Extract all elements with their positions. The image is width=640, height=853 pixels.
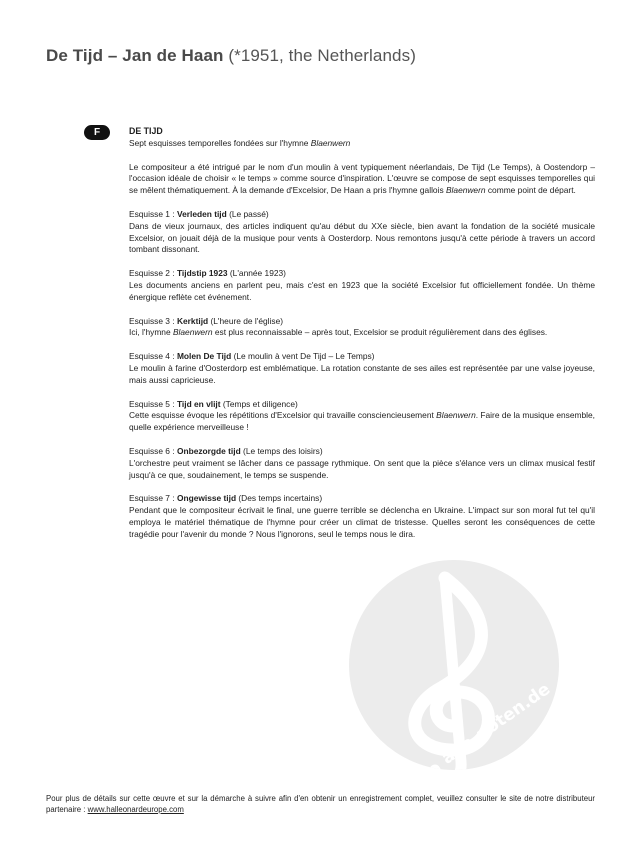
watermark-text: alle-noten.de	[438, 679, 555, 769]
main-content	[129, 126, 595, 541]
sketch-name: Onbezorgde tijd	[176, 445, 241, 456]
sketch-translation: (Le passé)	[226, 208, 269, 219]
sketch-name: Verleden tijd	[176, 208, 227, 219]
intro-paragraph	[129, 162, 595, 197]
sketch-name: Molen De Tijd	[176, 351, 232, 362]
intro-text-1: Le compositeur a été intrigué par le nom d'un moulin à vent typiquement néerlandais, De Tijd (Le Temps), à Oostendorp – l'occasion idéale de choisir « le temps » comme source d'inspiration. L'œuvre se compose de sept esquisses temporelles qui se mêlent thématiquement. À la demande d'Excelsior, De Haan a pris l'hymne gallois	[129, 161, 595, 196]
sketch-translation: (L'année 1923)	[227, 268, 286, 279]
sketch-description: Les documents anciens en parlent peu, mais c'est en 1923 que la société Excelsior fut officiellement fondée. Un thème énergique reflète cet événement.	[129, 279, 595, 302]
sketch-hymn-name: Blaenwern	[436, 410, 476, 421]
sketch-translation: (Le moulin à vent De Tijd – Le Temps)	[231, 351, 375, 362]
sketch-heading	[129, 493, 595, 505]
sketch-text-2: est plus reconnaissable – après tout, Excelsior se produit régulièrement dans des églises.	[212, 327, 548, 338]
footer-text: Pour plus de détails sur cette œuvre et sur la démarche à suivre afin d'en obtenir un enregistrement complet, veuillez consulter le site de notre distributeur partenaire :	[46, 794, 595, 814]
watermark	[349, 560, 559, 770]
sketch-3	[129, 316, 595, 340]
section-heading: DE TIJD	[129, 126, 163, 136]
sketch-text-2: . Faire de la musique ensemble, quelle expérience merveilleuse !	[129, 410, 595, 433]
sketch-4	[129, 351, 595, 386]
sketch-7	[129, 493, 595, 540]
sketch-name: Tijdstip 1923	[176, 268, 228, 279]
sketch-6	[129, 446, 595, 481]
page-title-main: De Tijd – Jan de Haan	[46, 46, 224, 65]
intro-hymn-name: Blaenwern	[445, 185, 486, 196]
sketch-5	[129, 399, 595, 434]
sketch-hymn-name: Blaenwern	[172, 327, 213, 338]
sketch-text-1: Cette esquisse évoque les répétitions d'Excelsior qui travaille consciencieusement	[129, 410, 437, 421]
sketch-label: Esquisse 1 :	[129, 208, 177, 219]
sketch-label: Esquisse 4 :	[129, 351, 177, 362]
section-badge: F	[84, 125, 110, 140]
sketch-description: L'orchestre peut vraiment se lâcher dans ce passage rythmique. On sent que la pièce s'élance vers un climax musical festif jusqu'à ce que, soudainement, le temps se suspende.	[129, 457, 595, 480]
sketch-description	[129, 410, 595, 434]
sketch-name: Ongewisse tijd	[176, 493, 237, 504]
sketch-heading	[129, 316, 595, 328]
sketch-description: Dans de vieux journaux, des articles indiquent qu'au début du XXe siècle, bien avant la fondation de la société musicale Excelsior, on jouait déjà de la musique pour vents à Oosterdorp. Nous remontons jusqu'à cette période à travers un accord tombant dissonant.	[129, 220, 595, 255]
sketch-heading	[129, 399, 595, 411]
sketch-label: Esquisse 7 :	[129, 493, 177, 504]
treble-clef-icon	[349, 560, 559, 770]
sketch-label: Esquisse 6 :	[129, 445, 177, 456]
sketch-translation: (Le temps des loisirs)	[240, 445, 323, 456]
sketch-text-1: Ici, l'hymne	[129, 327, 173, 338]
sketch-description: Pendant que le compositeur écrivait le final, une guerre terrible se déclencha en Ukraine. L'impact sur son moral fut tel qu'il employa le matériel thématique de l'hymne pour créer un climat de tristesse. Quelles seront les conséquences de cette tragédie pour l'avenir du monde ? Nous l'ignorons, seul le temps nous le dira.	[129, 505, 595, 539]
sketch-1	[129, 209, 595, 256]
distributor-link[interactable]: www.halleonardeurope.com	[87, 805, 184, 814]
sketch-label: Esquisse 2 :	[129, 268, 177, 279]
page-title-details: (*1951, the Netherlands)	[223, 46, 416, 65]
sketch-heading	[129, 446, 595, 458]
intro-text-2: comme point de départ.	[485, 185, 576, 196]
sketch-heading	[129, 209, 595, 221]
sketch-heading	[129, 268, 595, 280]
sketch-translation: (L'heure de l'église)	[208, 315, 284, 326]
sketch-label: Esquisse 5 :	[129, 398, 177, 409]
subtitle-hymn-name: Blaenwern	[310, 137, 351, 148]
sketch-translation: (Des temps incertains)	[236, 493, 323, 504]
sketch-name: Tijd en vlijt	[176, 398, 221, 409]
sketch-description: Le moulin à farine d'Oosterdorp est emblématique. La rotation constante de ses ailes est représentée par une valse joyeuse, mais aussi capricieuse.	[129, 362, 595, 385]
subtitle-text: Sept esquisses temporelles fondées sur l'hymne	[129, 137, 311, 148]
footer-note	[46, 793, 595, 815]
sketch-translation: (Temps et diligence)	[220, 398, 298, 409]
sketch-2	[129, 268, 595, 303]
section-subtitle	[129, 138, 595, 150]
sketch-heading	[129, 351, 595, 363]
sketch-label: Esquisse 3 :	[129, 315, 177, 326]
sketch-description	[129, 327, 595, 339]
sketch-name: Kerktijd	[176, 315, 209, 326]
page-title	[46, 46, 416, 66]
